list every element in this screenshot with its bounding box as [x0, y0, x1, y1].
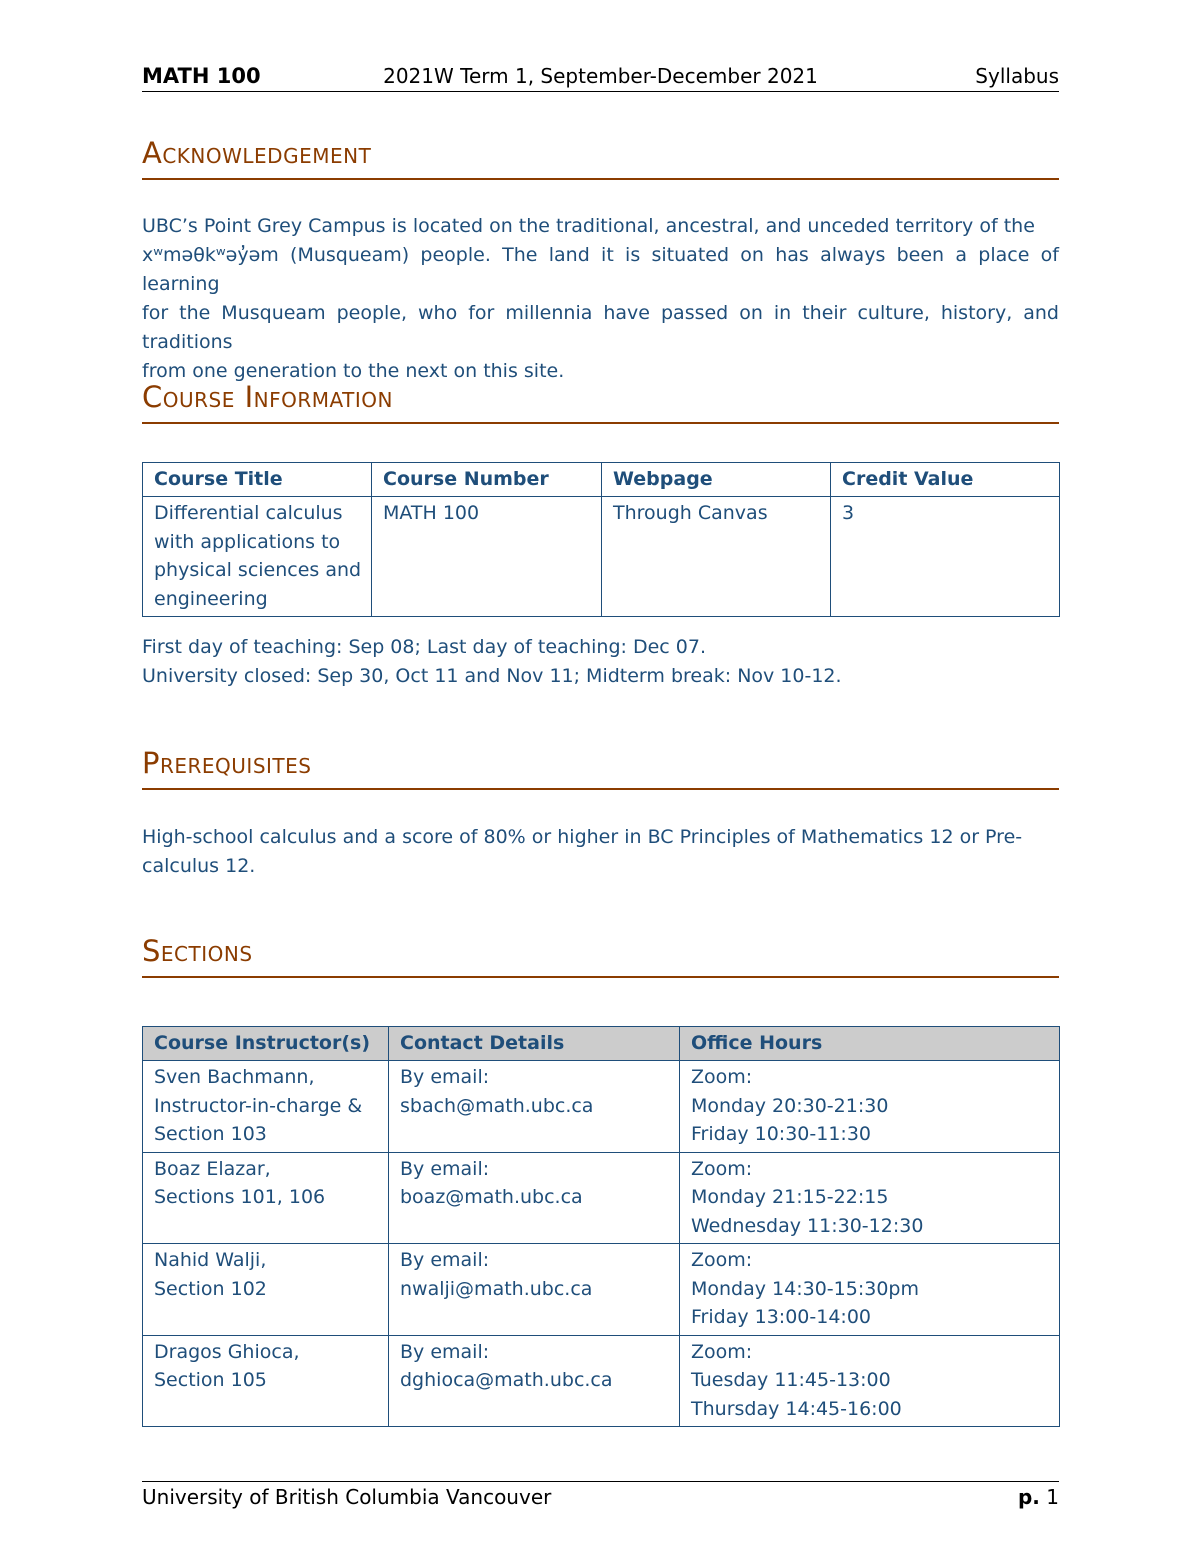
email-link[interactable]: sbach@math.ubc.ca — [400, 1094, 594, 1117]
prerequisites-rule — [142, 788, 1059, 790]
course-dates — [142, 633, 1059, 691]
header-cell: Credit Value — [831, 463, 1060, 497]
contact-cell: By email: boaz@math.ubc.ca — [389, 1152, 680, 1244]
office-hours-cell: Zoom: Monday 14:30-15:30pm Friday 13:00-14:00 — [680, 1244, 1060, 1336]
header-cell: Course Number — [372, 463, 602, 497]
course-title-cell: Differential calculus with applications to physical sciences and engineering — [143, 497, 372, 617]
prereq-line: calculus 12. — [142, 855, 256, 877]
header-course: MATH 100 — [142, 64, 261, 88]
email-link[interactable]: dghioca@math.ubc.ca — [400, 1369, 613, 1391]
table-row — [143, 1335, 1060, 1427]
page-number-value: 1 — [1046, 1485, 1059, 1509]
office-hours-cell: Zoom: Monday 20:30-21:30 Friday 10:30-11:30 — [680, 1061, 1060, 1153]
ack-line: xʷməθkʷəy̓əm (Musqueam) people. The land it is situated on has always been a place of learning — [142, 244, 1059, 295]
page-header — [142, 60, 1059, 92]
sections-table — [142, 1026, 1060, 1427]
page-footer — [142, 1481, 1059, 1521]
ack-line: for the Musqueam people, who for millennia have passed on in their culture, history, and traditions — [142, 302, 1059, 353]
page-prefix: p. — [1017, 1485, 1040, 1509]
prerequisites-body — [142, 823, 1059, 881]
footer-university: University of British Columbia Vancouver — [142, 1485, 552, 1509]
instructor-cell: Sven Bachmann, Instructor-in-charge & Section 103 — [143, 1061, 389, 1153]
acknowledgement-title: Acknowledgement — [142, 136, 372, 170]
header-cell: Course Title — [143, 463, 372, 497]
sections-rule — [142, 976, 1059, 978]
course-information-rule — [142, 422, 1059, 424]
office-hours-cell: Zoom: Monday 21:15-22:15 Wednesday 11:30-12:30 — [680, 1152, 1060, 1244]
header-cell: Course Instructor(s) — [143, 1027, 389, 1061]
acknowledgement-body — [142, 212, 1059, 386]
header-rule — [142, 91, 1059, 92]
table-row — [143, 1061, 1060, 1153]
acknowledgement-rule — [142, 178, 1059, 180]
instructor-cell: Boaz Elazar, Sections 101, 106 — [143, 1152, 389, 1244]
instructor-cell: Nahid Walji, Section 102 — [143, 1244, 389, 1336]
email-link[interactable]: nwalji@math.ubc.ca — [400, 1277, 593, 1300]
header-cell: Contact Details — [389, 1027, 680, 1061]
sections-header-row — [143, 1027, 1060, 1061]
header-doc-type: Syllabus — [975, 64, 1059, 88]
course-number-cell: MATH 100 — [372, 497, 602, 617]
table-row — [143, 497, 1060, 617]
instructor-cell: Dragos Ghioca, Section 105 — [143, 1335, 389, 1427]
footer-rule — [142, 1481, 1059, 1482]
sections-title: Sections — [142, 934, 253, 968]
dates-line: First day of teaching: Sep 08; Last day of teaching: Dec 07. — [142, 636, 706, 658]
credit-value-cell: 3 — [831, 497, 1060, 617]
ack-line: UBC’s Point Grey Campus is located on the traditional, ancestral, and unceded territory of the — [142, 215, 1035, 237]
page-number — [1018, 1485, 1059, 1509]
contact-cell: By email: dghioca@math.ubc.ca — [389, 1335, 680, 1427]
table-row — [143, 1244, 1060, 1336]
header-cell: Webpage — [602, 463, 831, 497]
closures-line: University closed: Sep 30, Oct 11 and Nov 11; Midterm break: Nov 10-12. — [142, 665, 842, 687]
course-info-header-row — [143, 463, 1060, 497]
office-hours-cell: Zoom: Tuesday 11:45-13:00 Thursday 14:45-16:00 — [680, 1335, 1060, 1427]
ack-line: from one generation to the next on this site. — [142, 360, 565, 382]
webpage-cell: Through Canvas — [602, 497, 831, 617]
header-term: 2021W Term 1, September-December 2021 — [383, 64, 818, 88]
course-information-title: Course Information — [142, 380, 393, 414]
course-info-table — [142, 462, 1060, 617]
header-cell: Office Hours — [680, 1027, 1060, 1061]
contact-cell: By email: nwalji@math.ubc.ca — [389, 1244, 680, 1336]
contact-cell: By email: sbach@math.ubc.ca — [389, 1061, 680, 1153]
prereq-line: High-school calculus and a score of 80% or higher in BC Principles of Mathematics 12 or Pre- — [142, 826, 1023, 848]
email-link[interactable]: boaz@math.ubc.ca — [400, 1186, 583, 1208]
table-row — [143, 1152, 1060, 1244]
prerequisites-title: Prerequisites — [142, 746, 312, 780]
